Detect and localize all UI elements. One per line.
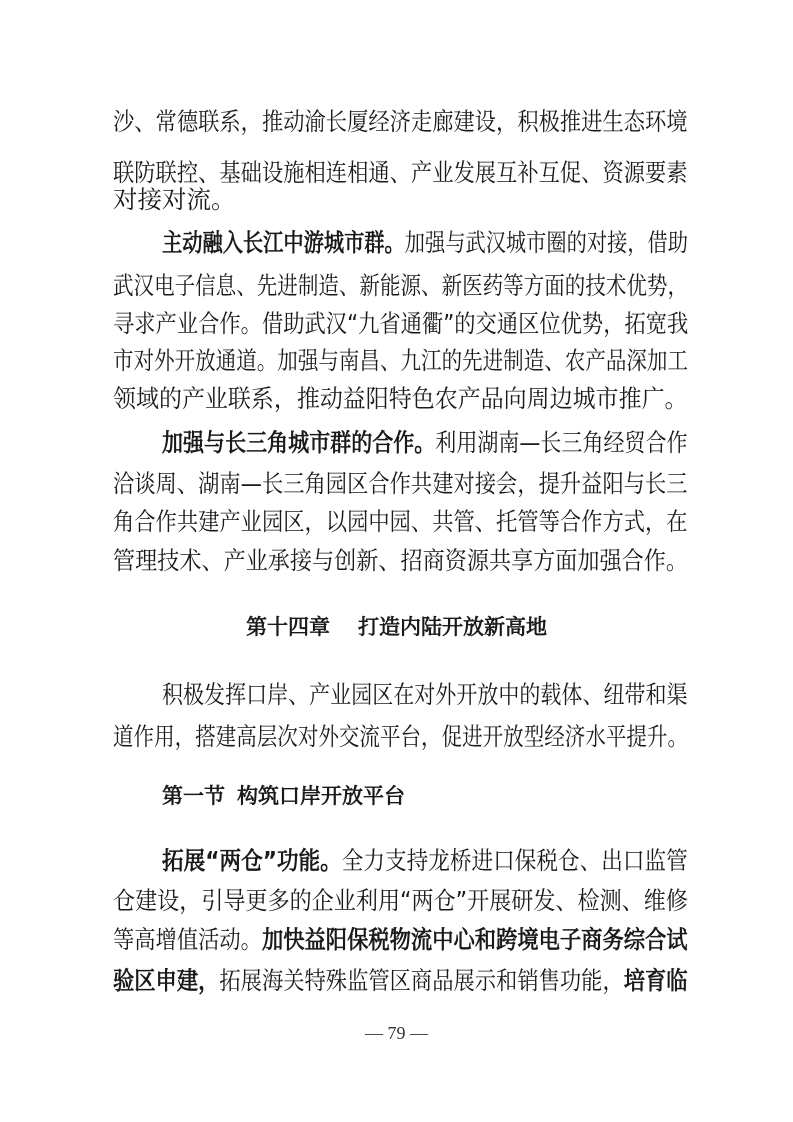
para3-line4: 管理技术、产业承接与创新、招商资源共享方面加强合作。	[113, 546, 688, 575]
para4-line1-rest: 全力支持龙桥进口保税仓、出口监管	[341, 846, 688, 875]
para1-line2: 联防联控、基础设施相连相通、产业发展互补互促、资源要素	[113, 158, 688, 187]
chapter-number: 第十四章	[246, 615, 330, 639]
para1-line1: 沙、常德联系，推动渝长厦经济走廊建设，积极推进生态环境	[113, 107, 688, 136]
section-number: 第一节	[162, 784, 225, 808]
para2-line5: 领域的产业联系，推动益阳特色农产品向周边城市推广。	[113, 384, 688, 413]
para4-line4-plain: 拓展海关特殊监管区商品展示和销售功能，	[219, 966, 624, 995]
para1-line3: 对接对流。	[113, 185, 236, 214]
section-heading	[162, 781, 405, 811]
para4-line4-bold: 验区申建，	[113, 966, 220, 995]
para4-lead: 拓展“两仓”功能。	[162, 846, 342, 875]
para4-line2: 仓建设，引导更多的企业利用“两仓”开展研发、检测、维修	[113, 886, 688, 915]
para2-line4: 市对外开放通道。加强与南昌、九江的先进制造、农产品深加工	[113, 346, 688, 375]
chapter-title: 打造内陆开放新高地	[358, 615, 547, 639]
para3-lead: 加强与长三角城市群的合作。	[162, 428, 436, 457]
para2-lead: 主动融入长江中游城市群。	[162, 228, 405, 257]
intro-line1: 积极发挥口岸、产业园区在对外开放中的载体、纽带和渠	[162, 680, 688, 709]
para4-line3-plain: 等高增值活动。	[113, 925, 262, 954]
chapter-heading	[0, 612, 793, 642]
page-number: — 79 —	[365, 1023, 428, 1043]
para2-line1-rest: 加强与武汉城市圈的对接，借助	[404, 228, 688, 257]
para4-line3	[113, 925, 688, 955]
para3-line2: 洽谈周、湖南—长三角园区合作共建对接会，提升益阳与长三	[113, 469, 688, 498]
section-title: 构筑口岸开放平台	[237, 784, 405, 808]
para4-line4	[113, 966, 688, 996]
para2-line3: 寻求产业合作。借助武汉“九省通衢”的交通区位优势，拓宽我	[113, 309, 689, 338]
para4-line3-bold: 加快益阳保税物流中心和跨境电子商务综合试	[261, 925, 688, 954]
para3-line3: 角合作共建产业园区，以园中园、共管、托管等合作方式，在	[113, 507, 688, 536]
para3-line1	[162, 428, 688, 458]
para4-line1	[162, 846, 688, 876]
para2-line2: 武汉电子信息、先进制造、新能源、新医药等方面的技术优势，	[113, 271, 688, 300]
intro-line2: 道作用，搭建高层次对外交流平台，促进开放型经济水平提升。	[113, 722, 688, 751]
para2-line1	[162, 228, 688, 258]
para3-line1-rest: 利用湖南—长三角经贸合作	[435, 428, 688, 457]
para4-line4-bold2: 培育临	[623, 966, 688, 995]
